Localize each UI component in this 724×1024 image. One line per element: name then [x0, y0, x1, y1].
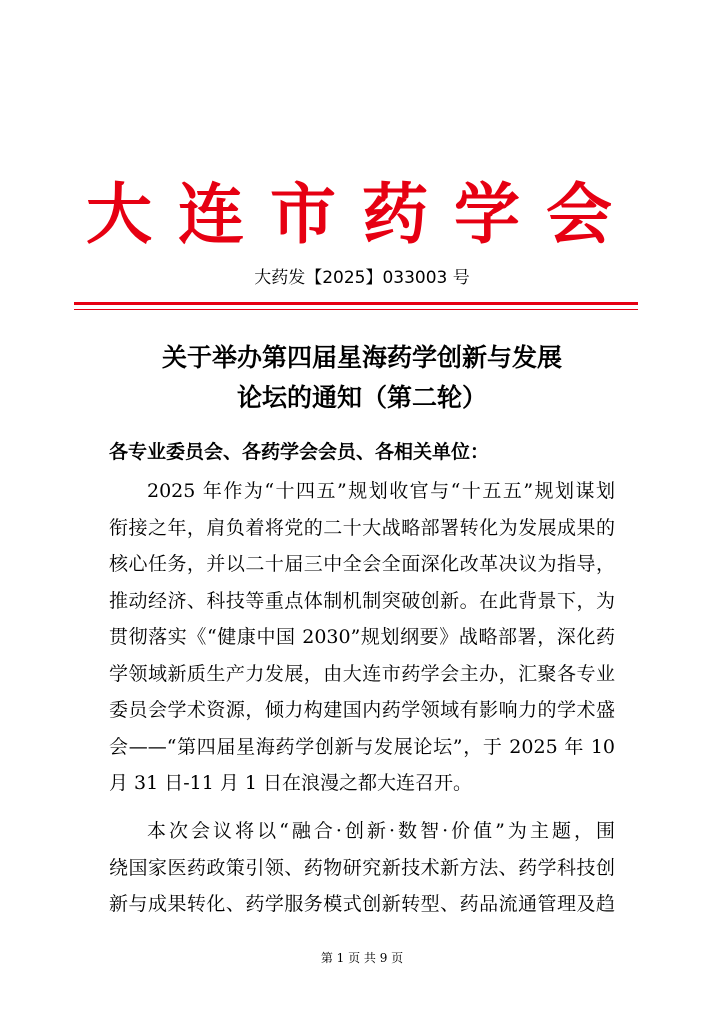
paragraph-2 — [109, 813, 615, 923]
page-footer: 第 1 页 共 9 页 — [320, 951, 404, 965]
paragraph-1 — [109, 473, 615, 802]
doc-number: 大药发【2025】033003 号 — [254, 268, 470, 288]
notice-title-line-1: 关于举办第四届星海药学创新与发展 — [161, 343, 562, 372]
paragraph-line: 月 31 日-11 月 1 日在浪漫之都大连召开。 — [109, 772, 473, 794]
paragraph-line: 委员会学术资源，倾力构建国内药学领域有影响力的学术盛 — [109, 699, 615, 721]
salutation: 各专业委员会、各药学会会员、各相关单位： — [109, 441, 490, 463]
paragraph-line: 新与成果转化、药学服务模式创新转型、药品流通管理及趋 — [109, 893, 615, 915]
paragraph-line: 贯彻落实《“健康中国 2030”规划纲要》战略部署，深化药 — [109, 626, 615, 648]
paragraph-line: 会——“第四届星海药学创新与发展论坛”，于 2025 年 10 — [109, 735, 615, 758]
paragraph-line: 本次会议将以“融合·创新·数智·价值”为主题，围 — [147, 820, 615, 842]
paragraph-line: 推动经济、科技等重点体制机制突破创新。在此背景下，为 — [109, 589, 615, 612]
paragraph-line: 核心任务，并以二十届三中全会全面深化改革决议为指导， — [109, 553, 615, 575]
red-divider-thin — [74, 309, 638, 310]
paragraph-line: 绕国家医药政策引领、药物研究新技术新方法、药学科技创 — [109, 856, 615, 879]
org-title: 大连市药学会 — [86, 175, 638, 253]
paragraph-line: 衔接之年，肩负着将党的二十大战略部署转化为发展成果的 — [109, 516, 615, 539]
paragraph-line: 2025 年作为“十四五”规划收官与“十五五”规划谋划 — [147, 480, 615, 502]
notice-title-line-2: 论坛的通知（第二轮） — [236, 383, 487, 412]
red-divider-thick — [74, 302, 638, 305]
paragraph-line: 学领域新质生产力发展，由大连市药学会主办，汇聚各专业 — [109, 662, 615, 685]
notice-title — [0, 338, 724, 418]
